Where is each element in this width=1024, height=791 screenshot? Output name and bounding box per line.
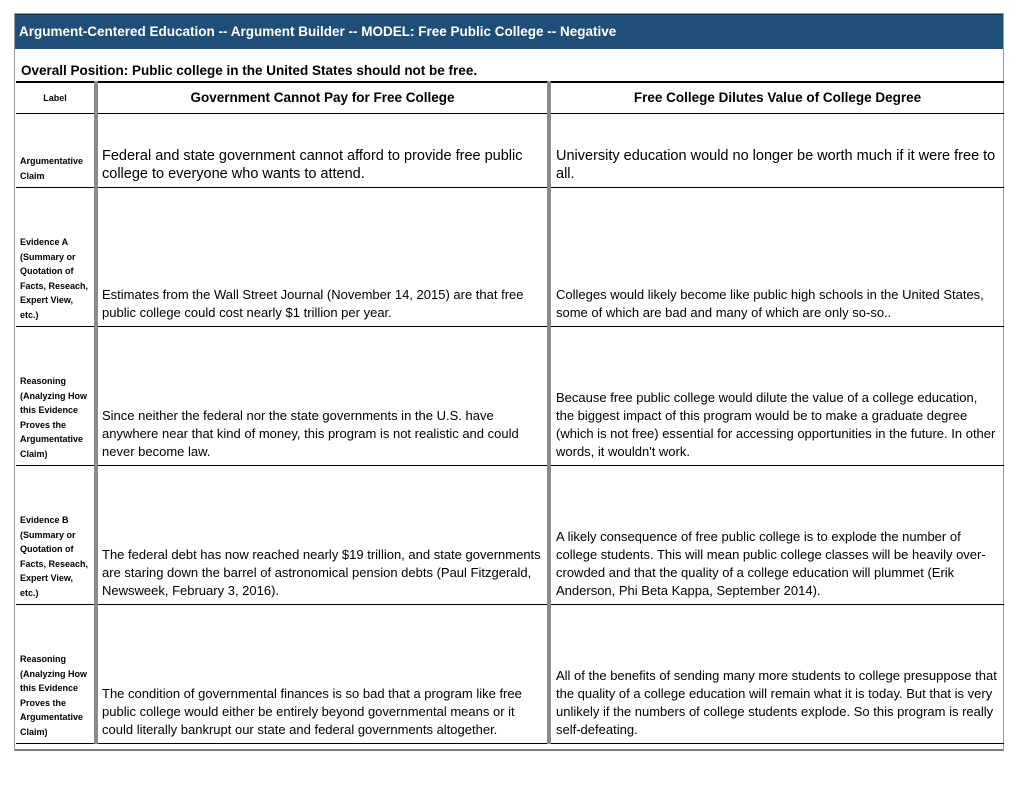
row-label: Reasoning (Analyzing How this Evidence Proves the Argumentative Claim)	[16, 605, 96, 744]
row-col2-cell: University education would no longer be worth much if it were free to all.	[549, 114, 1004, 188]
row-label: Evidence B (Summary or Quotation of Facts, Reseach, Expert View, etc.)	[16, 466, 96, 605]
row-label: Argumentative Claim	[16, 114, 96, 188]
row-label: Evidence A (Summary or Quotation of Facts, Reseach, Expert View, etc.)	[16, 188, 96, 327]
argument-builder-sheet	[14, 13, 1004, 751]
row-col1-cell: Estimates from the Wall Street Journal (November 14, 2015) are that free public college could cost nearly $1 trillion per year.	[96, 188, 549, 327]
header-col1: Government Cannot Pay for Free College	[96, 82, 549, 114]
table-row	[16, 466, 1004, 605]
table-row	[16, 114, 1004, 188]
document-title: Argument-Centered Education -- Argument Builder -- MODEL: Free Public College -- Negative	[15, 14, 1003, 49]
overall-position: Overall Position: Public college in the United States should not be free.	[21, 63, 478, 78]
row-col1-cell: The federal debt has now reached nearly $19 trillion, and state governments are staring down the barrel of astronomical pension debts (Paul Fitzgerald, Newsweek, February 3, 2016).	[96, 466, 549, 605]
header-label: Label	[16, 82, 96, 114]
argument-table	[16, 81, 1004, 744]
row-col1-cell: Federal and state government cannot afford to provide free public college to everyone who wants to attend.	[96, 114, 549, 188]
table-row	[16, 327, 1004, 466]
row-label: Reasoning (Analyzing How this Evidence Proves the Argumentative Claim)	[16, 327, 96, 466]
row-col2-cell: Colleges would likely become like public high schools in the United States, some of which are bad and many of which are only so-so..	[549, 188, 1004, 327]
row-col2-cell: All of the benefits of sending many more students to college presuppose that the quality of a college education will remain what it is today. But that is very unlikely if the numbers of college students explode. So this program is really self-defeating.	[549, 605, 1004, 744]
spacer	[15, 49, 1003, 61]
row-col1-cell: Since neither the federal nor the state governments in the U.S. have anywhere near that kind of money, this program is not realistic and could never become law.	[96, 327, 549, 466]
table-header-row	[16, 82, 1004, 114]
row-col1-cell: The condition of governmental finances is so bad that a program like free public college would either be entirely beyond governmental means or it could literally bankrupt our state and federal governments altogether.	[96, 605, 549, 744]
table-row	[16, 605, 1004, 744]
row-col2-cell: Because free public college would dilute the value of a college education, the biggest impact of this program would be to make a graduate degree (which is not free) essential for accessing opportunities in the future. In other words, it wouldn't work.	[549, 327, 1004, 466]
header-col2: Free College Dilutes Value of College Degree	[549, 82, 1004, 114]
table-row	[16, 188, 1004, 327]
row-col2-cell: A likely consequence of free public college is to explode the number of college students. This will mean public college classes will be heavily over-crowded and that the quality of a college education will plummet (Erik Anderson, Phi Beta Kappa, September 2014).	[549, 466, 1004, 605]
